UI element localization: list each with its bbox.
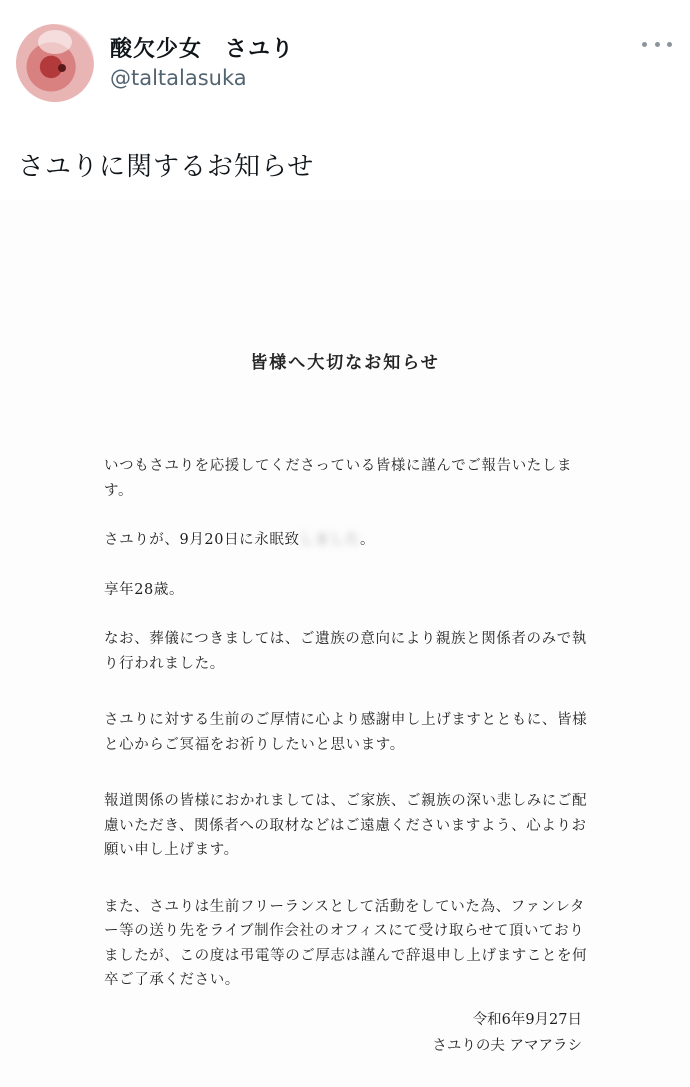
more-dot bbox=[655, 42, 660, 47]
tweet-text: さユりに関するお知らせ bbox=[18, 152, 315, 182]
notice-paragraph-text: さユりが、9月20日に永眠致 bbox=[104, 532, 300, 548]
avatar-highlight bbox=[38, 30, 72, 54]
notice-paragraph: また、さユりは生前フリーランスとして活動をしていた為、ファンレター等の送り先をライブ制作会社のオフィスにて受け取らせて頂いておりましたが、この度は弔電等のご厚志は謹んで辞退申し上げますことを何卒ご了承ください。 bbox=[104, 898, 588, 988]
notice-signature: さユりの夫 アマアラシ bbox=[432, 1038, 582, 1054]
more-horizontal-icon[interactable] bbox=[642, 34, 672, 54]
avatar-eye bbox=[58, 64, 66, 72]
notice-paragraph: なお、葬儀につきましては、ご遺族の意向により親族と関係者のみで執り行われました。 bbox=[104, 631, 587, 672]
user-handle[interactable]: @taltalasuka bbox=[110, 66, 247, 90]
display-name[interactable]: 酸欠少女 さユり bbox=[110, 37, 295, 62]
tweet-header bbox=[0, 0, 690, 110]
notice-image[interactable] bbox=[0, 200, 690, 1087]
notice-paragraph: 享年28歳。 bbox=[104, 581, 185, 598]
more-dot bbox=[642, 42, 647, 47]
notice-body bbox=[104, 454, 594, 993]
notice-paragraph: いつもさユりを応援してくださっている皆様に謹んでご報告いたします。 bbox=[104, 458, 573, 499]
notice-date: 令和6年9月27日 bbox=[472, 1012, 582, 1028]
notice-title: 皆様へ大切なお知らせ bbox=[250, 353, 440, 373]
notice-paragraph bbox=[104, 528, 594, 553]
notice-paragraph: 報道関係の皆様におかれましては、ご家族、ご親族の深い悲しみにご配慮いただき、関係者への取材などはご遠慮くださいますよう、心よりお願い申し上げます。 bbox=[104, 793, 588, 858]
avatar[interactable] bbox=[16, 24, 94, 102]
more-dot bbox=[667, 42, 672, 47]
period: 。 bbox=[359, 532, 376, 548]
blurred-text: しました bbox=[299, 532, 360, 548]
notice-paragraph: さユりに対する生前のご厚情に心より感謝申し上げますとともに、皆様と心からご冥福をお祈りしたいと思います。 bbox=[104, 712, 588, 753]
